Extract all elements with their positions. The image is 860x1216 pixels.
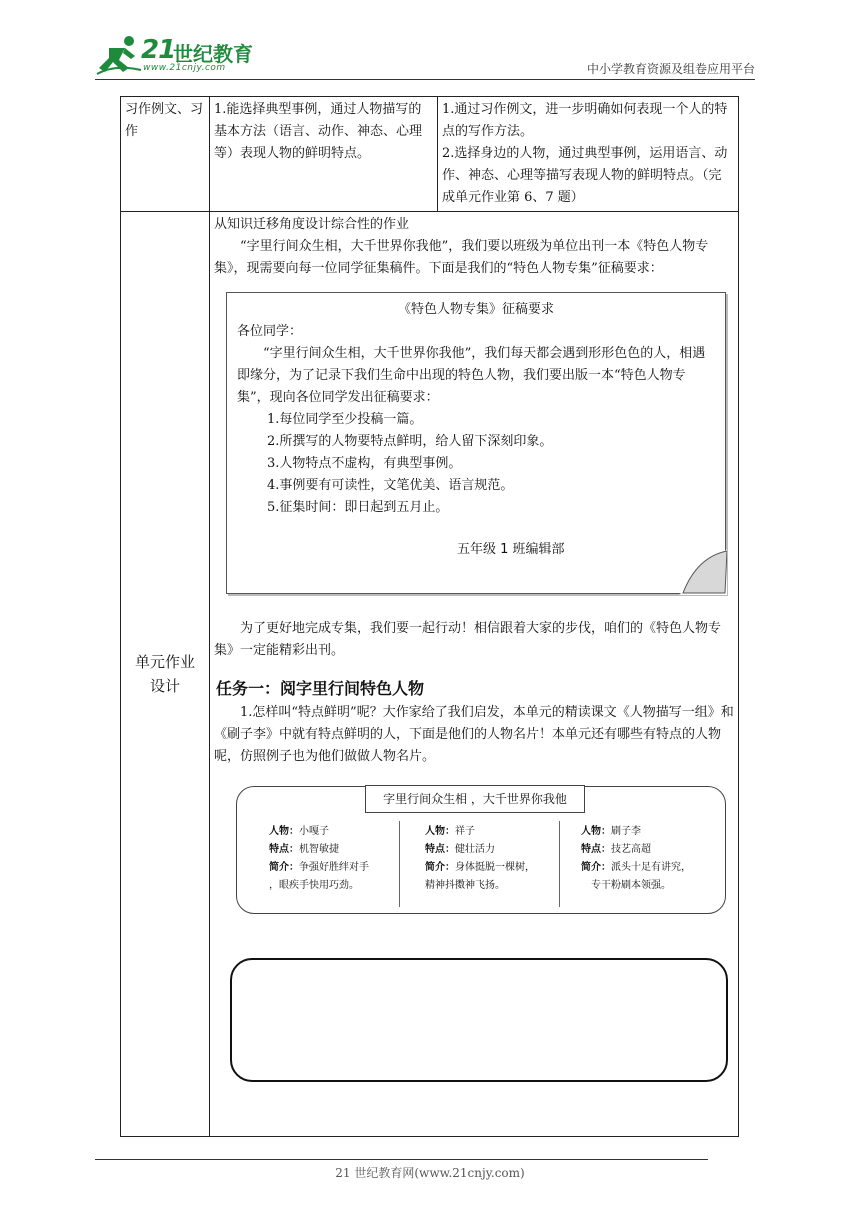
- intro-paragraph: “字里行间众生相，大千世界你我他”，我们要以班级为单位出刊一本《特色人物专集》，现需要向每一位同学征集稿件。下面是我们的“特色人物专集”征稿要求：: [214, 239, 709, 276]
- logo-21-text: 21: [141, 35, 176, 65]
- notice-item-3: 3.人物特点不虚构，有典型事例。: [267, 456, 462, 471]
- notice-greeting: 各位同学：: [237, 324, 303, 339]
- character-entry-1: [269, 823, 419, 895]
- character-trait: 技艺高超: [611, 844, 651, 855]
- character-name: 祥子: [455, 826, 475, 837]
- section-label-line1: 单元作业: [134, 653, 195, 671]
- notice-title: 《特色人物专集》征稿要求: [397, 302, 554, 317]
- intro-key: 简介：: [269, 862, 299, 873]
- character-intro: 争强好胜绊对手: [299, 862, 369, 873]
- category-text: 习作例文、习作: [125, 102, 204, 139]
- logo-url-text: www.21cnjy.com: [143, 63, 226, 73]
- answer-box[interactable]: [230, 958, 728, 1082]
- name-key: 人物：: [269, 826, 299, 837]
- notice-item-1: 1.每位同学至少投稿一篇。: [267, 412, 423, 427]
- header-divider: [95, 79, 755, 80]
- table-row: [121, 212, 739, 1137]
- trait-key: 特点：: [581, 844, 611, 855]
- character-entry-2: [425, 823, 575, 895]
- footer-text: 21 世纪教育网(www.21cnjy.com): [335, 1166, 525, 1180]
- runner-logo-icon: [95, 34, 145, 78]
- platform-label: 中小学教育资源及组卷应用平台: [586, 62, 755, 76]
- notice-signature: 五年级 1 班编辑部: [457, 542, 565, 557]
- trait-key: 特点：: [269, 844, 299, 855]
- goal-text: 1.能选择典型事例，通过人物描写的基本方法（语言、动作、神态、心理等）表现人物的鲜明特点。: [214, 102, 423, 161]
- section-label-cell: [121, 212, 210, 1137]
- notice-item-2: 2.所撰写的人物要特点鲜明，给人留下深刻印象。: [267, 434, 553, 449]
- character-card-title: 字里行间众生相 ，大千世界你我他: [365, 785, 585, 813]
- target-text-2: 2.选择身边的人物，通过典型事例，运用语言、动作、神态、心理等描写表现人物的鲜明特点。（完成单元作业第 6、7 题）: [442, 146, 728, 205]
- name-key: 人物：: [425, 826, 455, 837]
- notice-item-5: 5.征集时间：即日起到五月止。: [267, 500, 449, 515]
- footer-divider: [95, 1159, 708, 1160]
- character-intro-cont: 精神抖擞神飞扬。: [425, 880, 505, 891]
- page-header: [95, 32, 755, 82]
- task1-paragraph: 1.怎样叫“特点鲜明”呢？大作家给了我们启发，本单元的精读课文《人物描写一组》和《刷子李》中就有特点鲜明的人，下面是他们的人物名片！本单元还有哪些有特点的人物呢，仿照例子也为他们做做人物名片。: [214, 705, 734, 764]
- character-trait: 健壮活力: [455, 844, 495, 855]
- task1-title: 任务一：阅字里行间特色人物: [216, 679, 425, 698]
- notice-paragraph: “字里行间众生相，大千世界你我他”，我们每天都会遇到形形色色的人，相遇即缘分，为了记录下我们生命中出现的特色人物，我们要出版一本“特色人物专集”，现向各位同学发出征稿要求：: [237, 346, 706, 405]
- character-card: [236, 786, 726, 914]
- intro-key: 简介：: [425, 862, 455, 873]
- character-name: 小嘎子: [299, 826, 329, 837]
- character-intro: 派头十足有讲究，: [611, 862, 691, 873]
- design-cell: [210, 212, 739, 1137]
- name-key: 人物：: [581, 826, 611, 837]
- table-row: [121, 97, 739, 212]
- character-intro-cont: 专干粉刷本领强。: [591, 880, 671, 891]
- character-name: 刷子李: [611, 826, 641, 837]
- intro-title: 从知识迁移角度设计综合性的作业: [214, 217, 410, 232]
- notice-item-4: 4.事例要有可读性，文笔优美、语言规范。: [267, 478, 514, 493]
- target-text-1: 1.通过习作例文，进一步明确如何表现一个人的特点的写作方法。: [442, 102, 728, 139]
- intro-key: 简介：: [581, 862, 611, 873]
- action-paragraph: 为了更好地完成专集，我们要一起行动！相信跟着大家的步伐，咱们的《特色人物专集》一定能精彩出刊。: [214, 621, 722, 658]
- homework-table: [120, 96, 739, 1137]
- target-cell: [438, 97, 739, 212]
- category-cell: [121, 97, 210, 212]
- section-label-line2: 设计: [149, 677, 180, 695]
- character-entry-3: [577, 823, 727, 895]
- goal-cell: [210, 97, 438, 212]
- logo-cn-text: 世纪教育: [173, 42, 253, 66]
- character-intro-cont: ，眼疾手快用巧劲。: [269, 880, 359, 891]
- character-intro: 身体挺脱一棵树，: [455, 862, 535, 873]
- page-curl-icon: [661, 549, 727, 595]
- character-trait: 机智敏捷: [299, 844, 339, 855]
- logo: [95, 32, 265, 78]
- notice-paper: [226, 292, 726, 594]
- trait-key: 特点：: [425, 844, 455, 855]
